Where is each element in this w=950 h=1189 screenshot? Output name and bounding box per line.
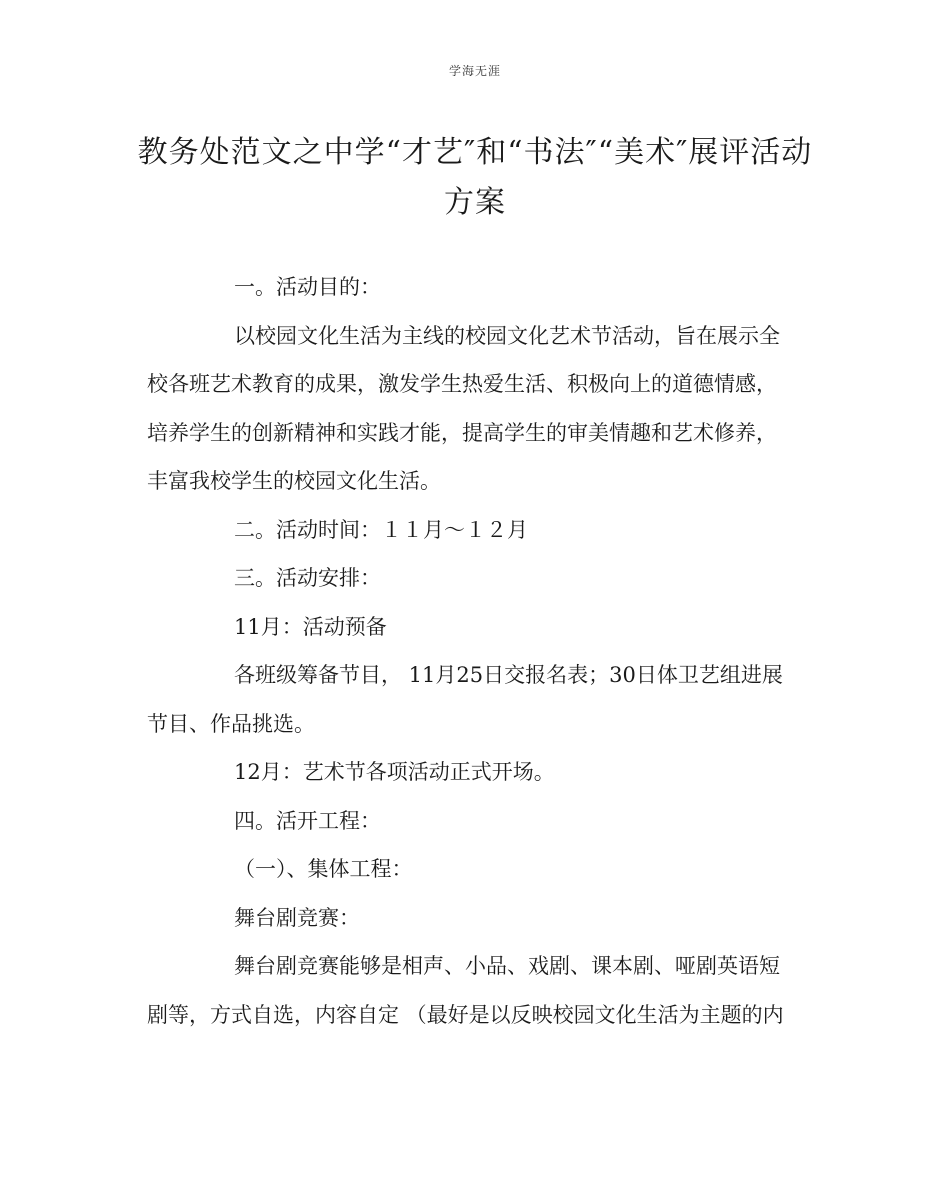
- paragraph-line: 培养学生的创新精神和实践才能，提高学生的审美情趣和艺术修养，: [147, 420, 777, 445]
- november-label: 11月：活动预备: [234, 614, 387, 639]
- drama-competition-heading: 舞台剧竞赛：: [234, 905, 360, 930]
- paragraph-line: 以校园文化生活为主线的校园文化艺术节活动，旨在展示全: [234, 323, 780, 348]
- section-heading-arrangement: 三。活动安排：: [234, 566, 381, 590]
- section-heading-time: 二。活动时间：１１月～１２月: [234, 517, 528, 542]
- section-heading-purpose: 一。活动目的：: [234, 275, 381, 299]
- paragraph-line: 校各班艺术教育的成果，激发学生热爱生活、积极向上的道德情感，: [147, 372, 777, 396]
- page-header: 学海无涯: [448, 64, 501, 78]
- paragraph-drama: [147, 942, 809, 1039]
- paragraph-line: 舞台剧竞赛能够是相声、小品、戏剧、课本剧、哑剧英语短: [234, 954, 780, 978]
- paragraph-line: 剧等，方式自选，内容自定 （最好是以反映校园文化生活为主题的内: [147, 1002, 784, 1027]
- paragraph-line: 丰富我校学生的校园文化生活。: [147, 469, 441, 493]
- paragraph-november: [147, 651, 809, 748]
- document-title: [120, 128, 830, 228]
- title-line-1: 教务处范文之中学“才艺″和“书法″“美术″展评活动: [137, 135, 813, 170]
- paragraph-line: 各班级筹备节目， 11月25日交报名表；30日体卫艺组进展: [234, 663, 783, 687]
- section-heading-projects: 四。活开工程：: [234, 808, 381, 833]
- title-line-2: 方案: [444, 185, 506, 220]
- paragraph-purpose: [147, 312, 809, 506]
- paragraph-line: 节目、作品挑选。: [147, 711, 315, 736]
- december-label: 12月：艺术节各项活动正式开场。: [234, 760, 555, 784]
- group-projects-heading: （一）、集体工程：: [234, 857, 413, 881]
- document-body: [147, 263, 809, 1039]
